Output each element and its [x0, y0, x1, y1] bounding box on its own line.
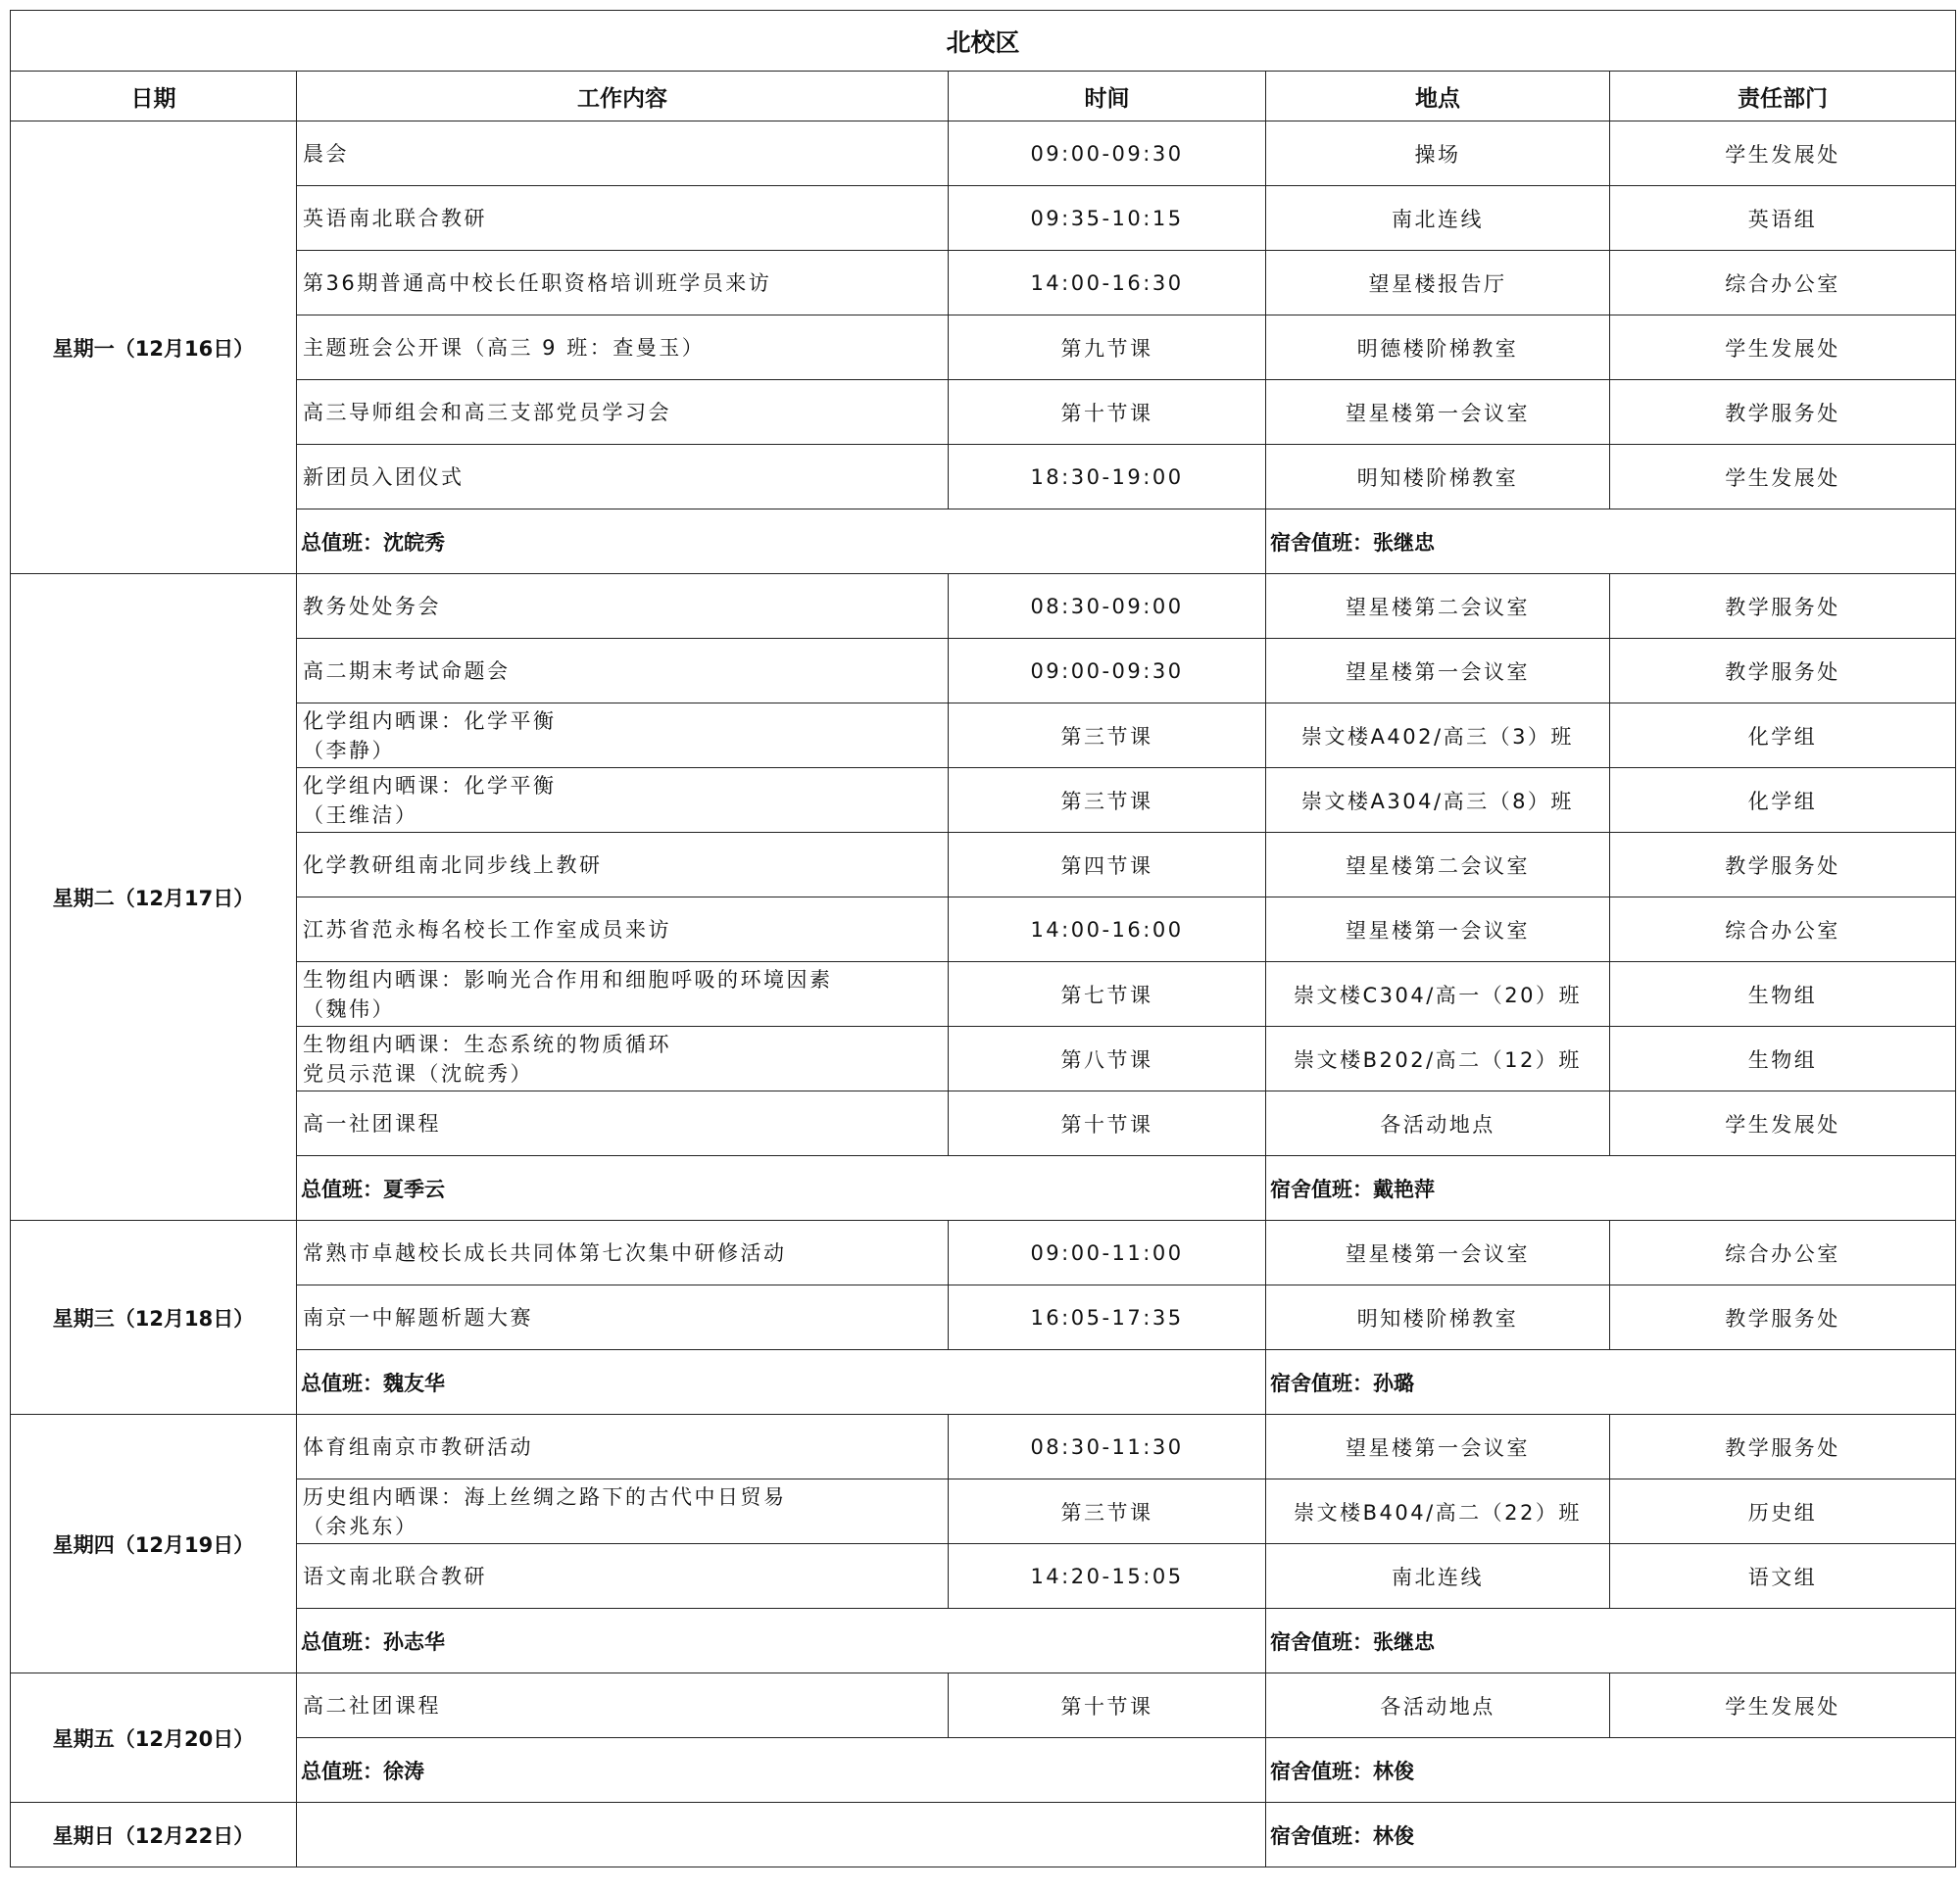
header-department: 责任部门	[1610, 72, 1956, 121]
table-row	[11, 703, 1956, 768]
day-label: 星期一（12月16日）	[11, 121, 297, 574]
event-department: 教学服务处	[1610, 380, 1956, 445]
duty-dorm: 宿舍值班：戴艳萍	[1266, 1156, 1956, 1221]
duty-general: 总值班：夏季云	[297, 1156, 1266, 1221]
event-time: 16:05-17:35	[949, 1285, 1266, 1350]
duty-row	[11, 1609, 1956, 1673]
table-row	[11, 1673, 1956, 1738]
event-time: 14:00-16:30	[949, 251, 1266, 315]
event-time: 09:00-09:30	[949, 639, 1266, 703]
duty-row	[11, 509, 1956, 574]
event-time: 09:35-10:15	[949, 186, 1266, 251]
event-work: 英语南北联合教研	[297, 186, 949, 251]
day-label: 星期二（12月17日）	[11, 574, 297, 1221]
event-time: 第三节课	[949, 703, 1266, 768]
event-time: 第三节课	[949, 768, 1266, 833]
event-location: 崇文楼A402/高三（3）班	[1266, 703, 1610, 768]
table-row	[11, 445, 1956, 509]
header-work: 工作内容	[297, 72, 949, 121]
event-department: 英语组	[1610, 186, 1956, 251]
duty-dorm: 宿舍值班：林俊	[1266, 1803, 1956, 1867]
table-row	[11, 1221, 1956, 1285]
event-department: 教学服务处	[1610, 833, 1956, 897]
event-location: 明知楼阶梯教室	[1266, 1285, 1610, 1350]
event-department: 教学服务处	[1610, 574, 1956, 639]
table-row	[11, 1479, 1956, 1544]
table-row	[11, 380, 1956, 445]
event-work: 历史组内晒课：海上丝绸之路下的古代中日贸易 （余兆东）	[297, 1479, 949, 1544]
duty-dorm: 宿舍值班：孙璐	[1266, 1350, 1956, 1415]
event-location: 望星楼第一会议室	[1266, 897, 1610, 962]
duty-row	[11, 1738, 1956, 1803]
duty-general: 总值班：沈皖秀	[297, 509, 1266, 574]
duty-dorm: 宿舍值班：张继忠	[1266, 1609, 1956, 1673]
event-location: 望星楼第一会议室	[1266, 1221, 1610, 1285]
event-work: 生物组内晒课：影响光合作用和细胞呼吸的环境因素 （魏伟）	[297, 962, 949, 1027]
table-row	[11, 251, 1956, 315]
schedule-table	[10, 10, 1956, 1867]
event-department: 学生发展处	[1610, 1091, 1956, 1156]
event-work: 常熟市卓越校长成长共同体第七次集中研修活动	[297, 1221, 949, 1285]
event-department: 化学组	[1610, 768, 1956, 833]
event-work: 高三导师组会和高三支部党员学习会	[297, 380, 949, 445]
event-time: 09:00-11:00	[949, 1221, 1266, 1285]
table-row	[11, 1091, 1956, 1156]
duty-row	[11, 1350, 1956, 1415]
event-department: 生物组	[1610, 962, 1956, 1027]
event-time: 14:20-15:05	[949, 1544, 1266, 1609]
table-row	[11, 639, 1956, 703]
event-time: 第三节课	[949, 1479, 1266, 1544]
table-row	[11, 186, 1956, 251]
event-location: 崇文楼C304/高一（20）班	[1266, 962, 1610, 1027]
duty-general	[297, 1803, 1266, 1867]
event-location: 崇文楼B404/高二（22）班	[1266, 1479, 1610, 1544]
event-department: 学生发展处	[1610, 121, 1956, 186]
event-time: 第七节课	[949, 962, 1266, 1027]
event-time: 第八节课	[949, 1027, 1266, 1091]
event-location: 望星楼报告厅	[1266, 251, 1610, 315]
event-location: 望星楼第一会议室	[1266, 380, 1610, 445]
event-work: 江苏省范永梅名校长工作室成员来访	[297, 897, 949, 962]
event-location: 南北连线	[1266, 1544, 1610, 1609]
schedule-body	[11, 121, 1956, 1867]
event-department: 综合办公室	[1610, 251, 1956, 315]
event-location: 各活动地点	[1266, 1673, 1610, 1738]
event-work: 体育组南京市教研活动	[297, 1415, 949, 1479]
event-time: 09:00-09:30	[949, 121, 1266, 186]
table-row	[11, 1415, 1956, 1479]
duty-row	[11, 1156, 1956, 1221]
duty-dorm: 宿舍值班：张继忠	[1266, 509, 1956, 574]
event-time: 18:30-19:00	[949, 445, 1266, 509]
event-time: 08:30-11:30	[949, 1415, 1266, 1479]
event-work: 新团员入团仪式	[297, 445, 949, 509]
event-department: 学生发展处	[1610, 445, 1956, 509]
event-time: 第十节课	[949, 1091, 1266, 1156]
event-work: 化学组内晒课：化学平衡 （李静）	[297, 703, 949, 768]
duty-general: 总值班：徐涛	[297, 1738, 1266, 1803]
event-time: 第十节课	[949, 380, 1266, 445]
event-time: 第四节课	[949, 833, 1266, 897]
event-department: 学生发展处	[1610, 315, 1956, 380]
event-location: 明知楼阶梯教室	[1266, 445, 1610, 509]
event-work: 化学教研组南北同步线上教研	[297, 833, 949, 897]
event-work: 教务处处务会	[297, 574, 949, 639]
event-department: 历史组	[1610, 1479, 1956, 1544]
event-work: 高二社团课程	[297, 1673, 949, 1738]
table-row	[11, 315, 1956, 380]
event-location: 望星楼第一会议室	[1266, 1415, 1610, 1479]
event-location: 望星楼第一会议室	[1266, 639, 1610, 703]
event-time: 第十节课	[949, 1673, 1266, 1738]
event-department: 教学服务处	[1610, 1285, 1956, 1350]
event-work: 化学组内晒课：化学平衡 （王维洁）	[297, 768, 949, 833]
table-row	[11, 897, 1956, 962]
table-row	[11, 768, 1956, 833]
table-row	[11, 1544, 1956, 1609]
event-department: 语文组	[1610, 1544, 1956, 1609]
event-department: 综合办公室	[1610, 1221, 1956, 1285]
event-work: 第36期普通高中校长任职资格培训班学员来访	[297, 251, 949, 315]
event-time: 08:30-09:00	[949, 574, 1266, 639]
table-row	[11, 962, 1956, 1027]
event-location: 望星楼第二会议室	[1266, 574, 1610, 639]
event-location: 南北连线	[1266, 186, 1610, 251]
event-department: 教学服务处	[1610, 639, 1956, 703]
event-department: 教学服务处	[1610, 1415, 1956, 1479]
header-date: 日期	[11, 72, 297, 121]
day-label: 星期三（12月18日）	[11, 1221, 297, 1415]
table-row	[11, 833, 1956, 897]
day-label: 星期四（12月19日）	[11, 1415, 297, 1673]
event-location: 崇文楼A304/高三（8）班	[1266, 768, 1610, 833]
duty-general: 总值班：孙志华	[297, 1609, 1266, 1673]
event-work: 生物组内晒课：生态系统的物质循环 党员示范课（沈皖秀）	[297, 1027, 949, 1091]
table-row	[11, 1027, 1956, 1091]
event-location: 明德楼阶梯教室	[1266, 315, 1610, 380]
event-time: 第九节课	[949, 315, 1266, 380]
duty-dorm: 宿舍值班：林俊	[1266, 1738, 1956, 1803]
header-location: 地点	[1266, 72, 1610, 121]
day-label: 星期五（12月20日）	[11, 1673, 297, 1803]
table-title: 北校区	[11, 11, 1956, 72]
header-time: 时间	[949, 72, 1266, 121]
event-department: 综合办公室	[1610, 897, 1956, 962]
event-location: 望星楼第二会议室	[1266, 833, 1610, 897]
event-work: 主题班会公开课（高三 9 班：查曼玉）	[297, 315, 949, 380]
event-work: 高一社团课程	[297, 1091, 949, 1156]
table-row	[11, 1285, 1956, 1350]
duty-row	[11, 1803, 1956, 1867]
table-row	[11, 574, 1956, 639]
event-work: 南京一中解题析题大赛	[297, 1285, 949, 1350]
event-time: 14:00-16:00	[949, 897, 1266, 962]
event-location: 操场	[1266, 121, 1610, 186]
event-location: 各活动地点	[1266, 1091, 1610, 1156]
event-work: 语文南北联合教研	[297, 1544, 949, 1609]
event-department: 生物组	[1610, 1027, 1956, 1091]
event-department: 化学组	[1610, 703, 1956, 768]
day-label: 星期日（12月22日）	[11, 1803, 297, 1867]
duty-general: 总值班：魏友华	[297, 1350, 1266, 1415]
event-work: 晨会	[297, 121, 949, 186]
event-department: 学生发展处	[1610, 1673, 1956, 1738]
event-location: 崇文楼B202/高二（12）班	[1266, 1027, 1610, 1091]
event-work: 高二期末考试命题会	[297, 639, 949, 703]
table-row	[11, 121, 1956, 186]
